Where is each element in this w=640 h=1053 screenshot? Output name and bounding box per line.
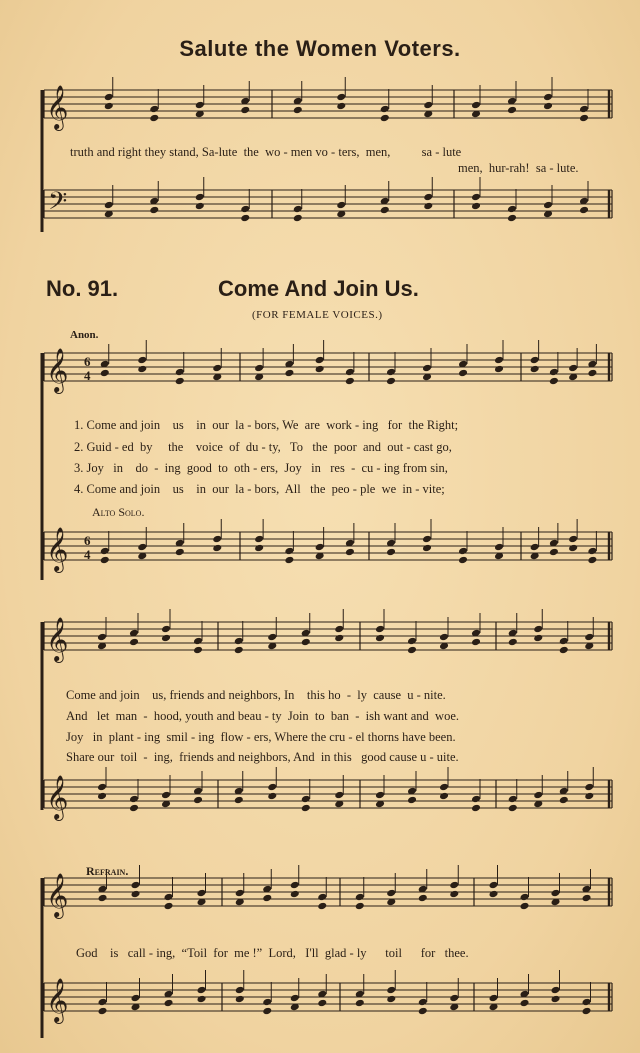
hymn-s1-treble-note xyxy=(100,369,110,378)
top-treble-note xyxy=(104,93,114,102)
hymn-s3-treble-note xyxy=(197,889,207,898)
top-bass-note xyxy=(195,193,205,202)
hymn-s2-treble-note xyxy=(407,637,417,646)
hymn-s1-alto-treble-clef: 𝄞 xyxy=(46,527,69,571)
hymn-s2-alto-note xyxy=(439,792,449,801)
hymn-s3-treble-note xyxy=(98,894,108,903)
hymn-s2-treble-note xyxy=(267,633,277,642)
hymn-s1-alto-note xyxy=(587,556,597,565)
verse-2-line-a: 2. Guid - ed by the voice of du - ty, To the poor and out - cast go, xyxy=(74,440,452,454)
hymn-s3-treble-treble-clef: 𝄞 xyxy=(46,873,69,917)
hymn-s1-treble-note xyxy=(315,365,325,374)
hymn-s2-alto-note xyxy=(161,791,171,800)
top-treble-note xyxy=(579,105,589,114)
hymn-s2-alto-note xyxy=(234,796,244,805)
hymn-s3-treble-note xyxy=(164,893,174,902)
hymn-s2-alto-note xyxy=(129,804,139,813)
hymn-s3-alto-note xyxy=(489,994,499,1003)
hymn-s1-alto-note xyxy=(549,548,559,557)
hymn-s2-treble-note xyxy=(129,638,139,647)
hymn-s3-alto-note xyxy=(131,994,141,1003)
hymn-s1-alto-note xyxy=(422,535,432,544)
hymn-s3-alto-note xyxy=(418,998,428,1007)
hymn-s2-alto-note xyxy=(375,791,385,800)
hymn-s1-alto-note xyxy=(315,543,325,552)
hymn-s1-alto-note xyxy=(175,548,185,557)
hymn-s1-treble-note xyxy=(458,369,468,378)
hymn-s2-alto-note xyxy=(584,792,594,801)
top-treble-note xyxy=(195,101,205,110)
hymn-s3-alto-note xyxy=(98,1007,108,1016)
hymn-s2-alto-note xyxy=(584,783,594,792)
refrain-lyric: God is call - ing, “Toil for me !” Lord, I'll glad - ly toil for thee. xyxy=(76,946,469,960)
hymn-s3-alto-note xyxy=(355,999,365,1008)
hymn-s2-alto-note xyxy=(407,796,417,805)
hymn-s2-treble-note xyxy=(508,638,518,647)
time-signature: 4 xyxy=(84,547,91,562)
hymn-s3-alto-note xyxy=(386,995,396,1004)
hymn-s2-treble-note xyxy=(471,638,481,647)
hymn-s2-treble-note xyxy=(161,625,171,634)
hymn-s1-alto-note xyxy=(458,556,468,565)
hymn-s1-treble-note xyxy=(345,368,355,377)
hymn-s1-treble-note xyxy=(137,365,147,374)
top-treble-note xyxy=(423,101,433,110)
top-bass-note xyxy=(293,205,303,214)
hymn-s3-treble-note xyxy=(449,881,459,890)
hymn-s1-alto-note xyxy=(568,544,578,553)
hymn-s1-treble-note xyxy=(549,368,559,377)
hymn-s1-treble-note xyxy=(549,377,559,386)
hymn-s3-alto-note xyxy=(520,999,530,1008)
hymn-s2-alto-note xyxy=(508,804,518,813)
verse-3-line-b: Joy in plant - ing smil - ing flow - ers, Where the cru - el thorns have been. xyxy=(66,730,456,744)
hymn-s1-alto-note xyxy=(254,544,264,553)
top-treble-note xyxy=(471,101,481,110)
top-treble-note xyxy=(293,106,303,115)
top-bass-note xyxy=(423,202,433,211)
hymn-s1-treble-note xyxy=(212,364,222,373)
verse-1-line-a: 1. Come and join us in our la - bors, We are work - ing for the Right; xyxy=(74,418,459,432)
hymn-s2-treble-note xyxy=(334,634,344,643)
top-treble-note xyxy=(543,93,553,102)
hymn-s3-alto-note xyxy=(418,1007,428,1016)
hymn-s1-alto-note xyxy=(568,535,578,544)
top-bass-note xyxy=(240,214,250,223)
top-bass-note xyxy=(149,206,159,215)
hymn-s2-alto-note xyxy=(439,783,449,792)
hymn-s2-treble-note xyxy=(584,633,594,642)
hymn-s1-treble-note xyxy=(568,364,578,373)
hymn-s2-treble-note xyxy=(559,646,569,655)
hymn-s1-treble-note xyxy=(175,377,185,386)
hymn-s2-treble-note xyxy=(533,625,543,634)
top-bass-note xyxy=(240,205,250,214)
hymn-s2-alto-note xyxy=(97,783,107,792)
top-treble-note xyxy=(149,105,159,114)
hymn-s1-alto-note xyxy=(100,556,110,565)
hymn-s3-alto-treble-clef: 𝄞 xyxy=(46,978,69,1022)
hymn-s3-treble-note xyxy=(386,889,396,898)
hymn-s2-treble-note xyxy=(234,637,244,646)
hymn-s3-treble-note xyxy=(317,893,327,902)
hymn-s2-alto-note xyxy=(301,795,311,804)
time-signature: 6 xyxy=(84,533,91,548)
hymn-s3-alto-note xyxy=(235,986,245,995)
top-treble-note xyxy=(543,102,553,111)
hymn-s1-treble-note xyxy=(284,369,294,378)
hymn-s1-treble-note xyxy=(345,377,355,386)
top-bass-note xyxy=(104,201,114,210)
verse-4-line-b: Share our toil - ing, friends and neighbors, And in this good cause u - uite. xyxy=(66,750,459,764)
hymn-title: Come And Join Us. xyxy=(218,276,419,301)
hymn-s3-alto-note xyxy=(197,995,207,1004)
top-treble-note xyxy=(240,106,250,115)
hymn-s2-treble-note xyxy=(533,634,543,643)
hymn-s3-treble-note xyxy=(489,881,499,890)
hymn-s1-alto-note xyxy=(386,548,396,557)
top-bass-note xyxy=(336,201,346,210)
hymn-number: No. 91. xyxy=(46,276,119,301)
top-bass-note xyxy=(543,201,553,210)
hymn-s1-alto-note xyxy=(212,544,222,553)
top-bass-note xyxy=(380,206,390,215)
hymn-s2-alto-note xyxy=(193,796,203,805)
hymn-s2-alto-note xyxy=(508,795,518,804)
hymn-s1-treble-note xyxy=(494,356,504,365)
hymn-s2-treble-note xyxy=(439,633,449,642)
top-treble-note xyxy=(579,114,589,123)
hymn-s1-treble-note xyxy=(386,377,396,386)
hymn-s1-treble-note xyxy=(315,356,325,365)
hymn-s2-alto-treble-clef: 𝄞 xyxy=(46,775,69,819)
hymn-s2-alto-note xyxy=(334,791,344,800)
hymn-s2-treble-note xyxy=(375,625,385,634)
verse-1-line-b: Come and join us, friends and neighbors, In this ho - ly cause u - nite. xyxy=(66,688,446,702)
hymn-s3-alto-note xyxy=(98,998,108,1007)
hymn-s2-treble-note xyxy=(334,625,344,634)
top-treble-note xyxy=(507,106,517,115)
hymn-s3-treble-note xyxy=(317,902,327,911)
time-signature: 6 xyxy=(84,354,91,369)
hymn-s1-alto-note xyxy=(345,548,355,557)
hymn-s2-alto-note xyxy=(267,792,277,801)
hymn-s3-treble-note xyxy=(489,890,499,899)
hymn-s3-treble-note xyxy=(290,890,300,899)
hymn-s3-alto-note xyxy=(164,999,174,1008)
hymn-s3-alto-note xyxy=(262,998,272,1007)
hymn-s3-treble-note xyxy=(355,902,365,911)
hymn-s3-alto-note xyxy=(582,1007,592,1016)
top-treble-note xyxy=(149,114,159,123)
hymn-s2-treble-note xyxy=(301,638,311,647)
top-lyric-line-1: truth and right they stand, Sa-lute the wo - men vo - ters, men, sa - lute xyxy=(70,145,462,159)
top-treble-note xyxy=(380,114,390,123)
hymn-s1-alto-note xyxy=(212,535,222,544)
hymn-s1-treble-note xyxy=(254,364,264,373)
top-lyric-line-2: men, hur-rah! sa - lute. xyxy=(458,161,579,175)
hymn-s1-treble-note xyxy=(137,356,147,365)
hymn-s1-alto-note xyxy=(284,547,294,556)
tempo-marking: Anon. xyxy=(70,329,99,341)
top-bass-note xyxy=(471,193,481,202)
hymn-s2-alto-note xyxy=(97,792,107,801)
hymn-s3-alto-note xyxy=(197,986,207,995)
hymn-s2-treble-note xyxy=(234,646,244,655)
hymn-s2-treble-treble-clef: 𝄞 xyxy=(46,617,69,661)
hymn-s1-alto-note xyxy=(100,547,110,556)
hymn-s3-treble-note xyxy=(355,893,365,902)
hymn-s3-treble-note xyxy=(131,890,141,899)
hymn-s2-treble-note xyxy=(193,637,203,646)
hymn-s1-alto-note xyxy=(137,543,147,552)
hymn-s3-treble-note xyxy=(520,902,530,911)
hymn-s3-treble-note xyxy=(235,889,245,898)
verse-2-line-b: And let man - hood, youth and beau - ty Join to ban - ish want and woe. xyxy=(66,709,459,723)
alto-solo-label: Alto Solo. xyxy=(92,505,145,519)
hymn-s1-treble-note xyxy=(175,368,185,377)
hymn-s2-alto-note xyxy=(301,804,311,813)
top-bass-note xyxy=(579,206,589,215)
hymn-s3-alto-note xyxy=(582,998,592,1007)
hymn-s3-alto-note xyxy=(235,995,245,1004)
hymn-s1-treble-note xyxy=(494,365,504,374)
top-bass-note xyxy=(471,202,481,211)
song-title-salute: Salute the Women Voters. xyxy=(179,36,461,61)
hymn-s3-alto-note xyxy=(290,994,300,1003)
hymn-s2-treble-note xyxy=(161,634,171,643)
hymn-s3-alto-note xyxy=(262,1007,272,1016)
hymn-s3-treble-note xyxy=(582,894,592,903)
hymn-s2-treble-note xyxy=(97,633,107,642)
top-bass-note xyxy=(293,214,303,223)
hymn-s2-treble-note xyxy=(559,637,569,646)
hymn-s2-treble-note xyxy=(407,646,417,655)
hymn-s3-alto-note xyxy=(551,986,561,995)
hymn-s3-treble-note xyxy=(520,893,530,902)
hymn-s2-alto-note xyxy=(471,795,481,804)
refrain-label: Refrain. xyxy=(86,864,129,878)
hymn-s1-alto-note xyxy=(587,547,597,556)
hymn-s1-alto-note xyxy=(458,547,468,556)
hymn-s1-alto-note xyxy=(494,543,504,552)
top-bass-note xyxy=(507,214,517,223)
hymn-s1-alto-note xyxy=(284,556,294,565)
hymn-s1-alto-note xyxy=(530,543,540,552)
hymn-s3-alto-note xyxy=(386,986,396,995)
top-bass-note xyxy=(507,205,517,214)
hymn-s3-alto-note xyxy=(449,994,459,1003)
hymn-s2-alto-note xyxy=(559,796,569,805)
hymn-s3-treble-note xyxy=(290,881,300,890)
hymn-s3-alto-note xyxy=(551,995,561,1004)
hymn-s2-treble-note xyxy=(375,634,385,643)
hymn-s3-treble-note xyxy=(449,890,459,899)
hymn-s1-treble-note xyxy=(422,364,432,373)
hymn-s2-alto-note xyxy=(533,791,543,800)
verse-3-line-a: 3. Joy in do - ing good to oth - ers, Joy in res - cu - ing from sin, xyxy=(74,461,448,475)
top-treble-note xyxy=(336,102,346,111)
hymn-s1-treble-note xyxy=(386,368,396,377)
hymn-s3-treble-note xyxy=(262,894,272,903)
hymn-s1-alto-note xyxy=(422,544,432,553)
hymn-subtitle: (FOR FEMALE VOICES.) xyxy=(252,309,383,321)
hymn-s1-treble-note xyxy=(530,356,540,365)
hymn-s2-alto-note xyxy=(129,795,139,804)
hymn-s3-alto-note xyxy=(317,999,327,1008)
top-treble-note xyxy=(336,93,346,102)
top-treble-treble-clef: 𝄞 xyxy=(46,85,69,129)
verse-4-line-a: 4. Come and join us in our la - bors, All the peo - ple we in - vite; xyxy=(74,482,445,496)
top-treble-note xyxy=(104,102,114,111)
hymn-s2-treble-note xyxy=(193,646,203,655)
top-bass-bass-clef: 𝄢 xyxy=(48,187,68,222)
top-bass-note xyxy=(195,202,205,211)
top-bass-note xyxy=(423,193,433,202)
time-signature: 4 xyxy=(84,368,91,383)
hymn-s3-treble-note xyxy=(551,889,561,898)
hymn-s2-alto-note xyxy=(267,783,277,792)
hymn-s3-treble-note xyxy=(164,902,174,911)
hymn-s3-treble-note xyxy=(131,881,141,890)
top-treble-note xyxy=(380,105,390,114)
hymn-s3-treble-note xyxy=(418,894,428,903)
hymn-s2-alto-note xyxy=(471,804,481,813)
hymn-s1-treble-treble-clef: 𝄞 xyxy=(46,348,69,392)
hymn-s1-alto-note xyxy=(254,535,264,544)
hymn-s1-treble-note xyxy=(530,365,540,374)
hymn-s1-treble-note xyxy=(587,369,597,378)
